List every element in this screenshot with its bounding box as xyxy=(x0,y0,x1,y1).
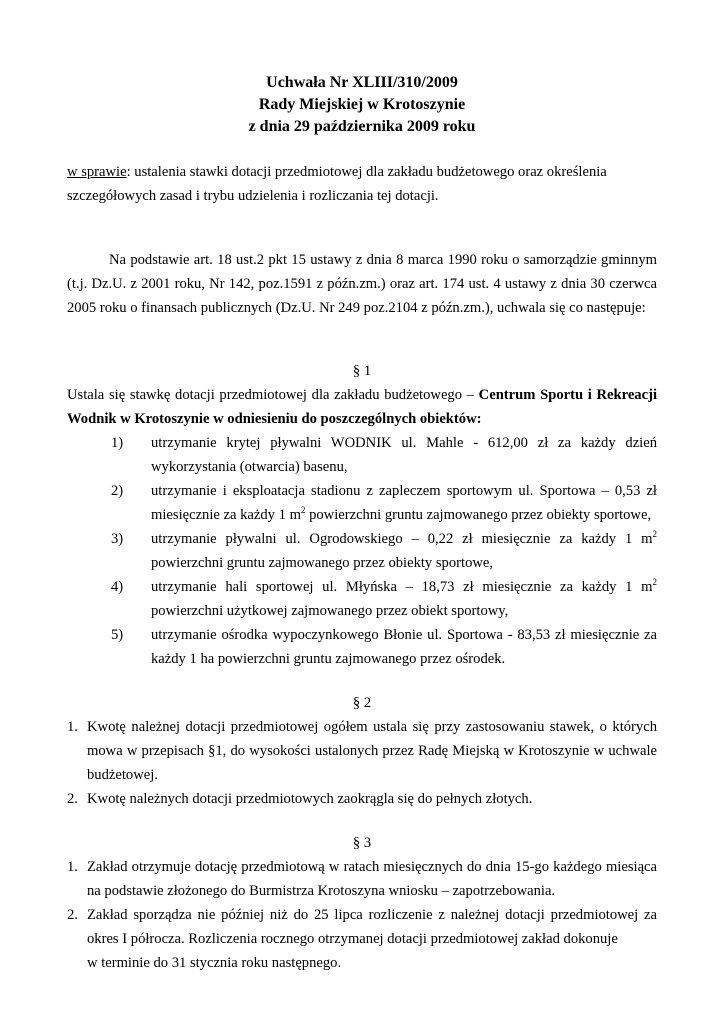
superscript-exponent: 2 xyxy=(652,577,657,588)
point-text-line: okres I półrocza. Rozliczenia rocznego otrzymanej dotacji przedmiotowej zakład dokonuje xyxy=(87,931,618,947)
subject-text: : ustalenia stawki dotacji przedmiotowej dla zakładu budżetowego oraz określenia szczegółowych zasad i trybu udzielenia i rozliczania tej dotacji. xyxy=(67,164,607,204)
item-text-line: utrzymanie i eksploatacja stadionu z zapleczem sportowym ul. Sportowa – 0,53 zł xyxy=(151,483,657,499)
item-text-part: powierzchni gruntu zajmowanego przez obiekty sportowe, xyxy=(305,507,652,523)
item-text-part: miesięcznie za każdy 1 m xyxy=(151,507,301,523)
section-3-points xyxy=(67,855,657,975)
point-number: 2. xyxy=(67,907,78,923)
list-item xyxy=(67,787,657,811)
item-text-continuation xyxy=(151,503,657,527)
point-text-line: w terminie do 31 stycznia roku następnego. xyxy=(87,955,342,971)
item-number: 3) xyxy=(111,531,124,547)
section-1-intro-text: Ustala się stawkę dotacji przedmiotowej dla zakładu budżetowego – xyxy=(67,387,479,403)
section-2-heading: § 2 xyxy=(352,695,372,711)
item-number: 4) xyxy=(111,579,124,595)
point-text-line: Zakład otrzymuje dotację przedmiotową w ratach miesięcznych do dnia 15-go każdego miesiąca xyxy=(87,859,657,875)
list-item xyxy=(67,431,657,479)
list-item xyxy=(67,479,657,527)
item-text-line xyxy=(151,575,657,599)
superscript-exponent: 2 xyxy=(300,505,306,516)
item-text-line: utrzymanie ośrodka wypoczynkowego Błonie ul. Sportowa - 83,53 zł miesięcznie za xyxy=(151,627,657,643)
item-text-line: utrzymanie krytej pływalni WODNIK ul. Mahle - 612,00 zł za każdy dzień xyxy=(151,435,657,451)
point-number: 1. xyxy=(67,859,78,875)
point-text-line: mowa w przepisach §1, do wysokości ustalonych przez Radę Miejską w Krotoszynie w uchwale xyxy=(87,743,657,759)
point-text-line: Zakład sporządza nie później niż do 25 lipca rozliczenie z należnej dotacji przedmiotowej za xyxy=(87,907,657,923)
point-text-line: Kwotę należnych dotacji przedmiotowych zaokrągla się do pełnych złotych. xyxy=(87,791,533,807)
item-text-continuation: powierzchni gruntu zajmowanego przez obiekty sportowe, xyxy=(151,555,494,571)
list-item xyxy=(67,623,657,671)
item-text-part: utrzymanie pływalni ul. Ogrodowskiego – 0,22 zł miesięcznie za każdy 1 m xyxy=(151,531,653,547)
section-1-items xyxy=(67,431,657,671)
item-text-continuation: wykorzystania (otwarcia) basenu, xyxy=(151,459,348,475)
list-item xyxy=(67,527,657,575)
section-2-points xyxy=(67,715,657,811)
item-text-line xyxy=(151,527,657,551)
list-item xyxy=(67,715,657,787)
list-item xyxy=(67,855,657,903)
list-item xyxy=(67,575,657,623)
superscript-exponent: 2 xyxy=(652,529,657,540)
point-text-line: budżetowej. xyxy=(87,767,158,783)
item-number: 1) xyxy=(111,435,124,451)
section-3-heading: § 3 xyxy=(352,835,372,851)
point-number: 2. xyxy=(67,791,78,807)
legal-basis-paragraph: Na podstawie art. 18 ust.2 pkt 15 ustawy z dnia 8 marca 1990 roku o samorządzie gminnym (t.j. Dz.U. z 2001 roku, Nr 142, poz.1591 z późn.zm.) oraz art. 174 ust. 4 ustawy z dnia 30 czerwca 2005 roku o finansach publicznych (Dz.U. Nr 249 poz.2104 z późn.zm.), uchwala się co następuje: xyxy=(67,252,657,316)
section-1-heading: § 1 xyxy=(352,363,372,379)
document-page xyxy=(67,60,657,975)
item-number: 2) xyxy=(111,483,124,499)
point-text-line: Kwotę należnej dotacji przedmiotowej ogółem ustala się przy zastosowaniu stawek, o których xyxy=(87,719,657,735)
item-text-continuation: każdy 1 ha powierzchni gruntu zajmowanego przez ośrodek. xyxy=(151,651,506,667)
subject-prefix: w sprawie xyxy=(67,164,127,180)
section-1-intro xyxy=(67,383,657,431)
subject-paragraph xyxy=(67,160,657,208)
title-line-council: Rady Miejskiej w Krotoszynie xyxy=(258,96,466,113)
point-text-line: na podstawie złożonego do Burmistrza Krotoszyna wniosku – zapotrzebowania. xyxy=(87,883,556,899)
section-1-intro-bold: Centrum Sportu i Rekreacji Wodnik w Krotoszynie w odniesieniu do poszczególnych obiektów: xyxy=(67,387,657,427)
document-title xyxy=(67,72,657,138)
item-number: 5) xyxy=(111,627,124,643)
list-item xyxy=(67,903,657,975)
item-text-continuation: powierzchni użytkowej zajmowanego przez obiekt sportowy, xyxy=(151,603,509,619)
item-text-part: utrzymanie hali sportowej ul. Młyńska – 18,73 zł miesięcznie za każdy 1 m xyxy=(151,579,653,595)
title-line-date: z dnia 29 października 2009 roku xyxy=(248,118,476,135)
point-number: 1. xyxy=(67,719,78,735)
title-line-resolution-number: Uchwała Nr XLIII/310/2009 xyxy=(266,74,458,91)
